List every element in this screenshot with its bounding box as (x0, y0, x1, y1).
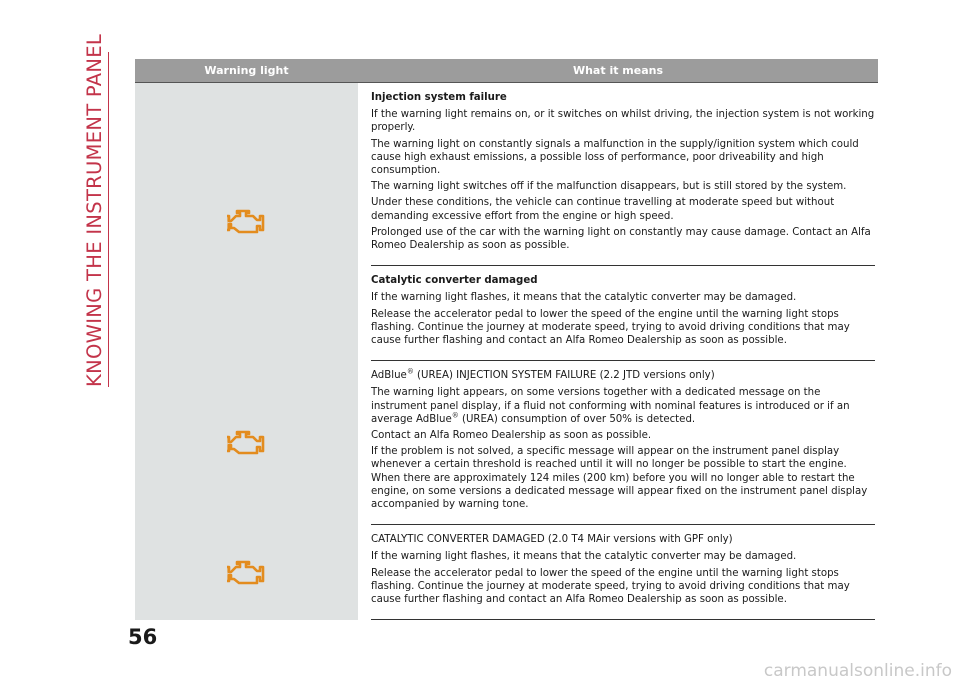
warning-light-table (135, 59, 878, 620)
header-meaning: What it means (572, 64, 664, 77)
block-heading (371, 369, 875, 382)
meaning-cell (358, 361, 878, 525)
block-text: If the warning light flashes, it means that the catalytic converter may be damaged. (371, 292, 797, 304)
block-text (371, 386, 875, 426)
block-title: Injection system failure (371, 92, 507, 103)
warning-light-cell (135, 361, 358, 525)
engine-check-icon (227, 208, 267, 236)
block-text: If the warning light remains on, or it switches on whilst driving, the injection system is not working properly. (371, 109, 875, 134)
block-text: The warning light switches off if the malfunction disappears, but is still stored by the system. (371, 181, 847, 193)
block-text: Release the accelerator pedal to lower the speed of the engine until the warning light stops flashing. Continue the journey at moderate speed, trying to avoid driving conditions that may cause further flashing and contact an Alfa Romeo Dealership as soon as possible. (371, 567, 850, 606)
meaning-cell (358, 525, 878, 620)
table-row (135, 83, 878, 361)
block-text-part: (UREA) consumption of over 50% is detected. (458, 413, 696, 425)
block-text: If the warning light flashes, it means that the catalytic converter may be damaged. (371, 551, 797, 563)
engine-check-icon (227, 559, 267, 587)
meaning-block (371, 361, 875, 525)
table-row (135, 361, 878, 525)
watermark: carmanualsonline.info (763, 661, 952, 681)
block-text: Contact an Alfa Romeo Dealership as soon as possible. (371, 430, 652, 442)
registered-mark: ® (451, 411, 459, 420)
warning-light-cell (135, 525, 358, 620)
block-text: Release the accelerator pedal to lower the speed of the engine until the warning light stops flashing. Continue the journey at moderate speed, trying to avoid driving conditions that may cause further flashing and contact an Alfa Romeo Dealership as soon as possible. (371, 308, 850, 347)
block-text-part: The warning light appears, on some versions together with a dedicated message on the instrument panel display, if a fluid not conforming with nominal features is introduced or if an average AdBlue (371, 387, 850, 425)
block-text: If the problem is not solved, a specific message will appear on the instrument panel display whenever a certain threshold is reached until it will no longer be possible to start the engine. When there are approximately 124 miles (200 km) before you will no longer able to restart the engine, on some versions a dedicated message will appear fixed on the instrument panel display accompanied by warning tone. (371, 446, 868, 511)
block-text: Prolonged use of the car with the warning light on constantly may cause damage. Contact an Alfa Romeo Dealership as soon as possible. (371, 226, 871, 252)
table-row (135, 525, 878, 620)
table-header (135, 59, 878, 83)
registered-mark: ® (406, 367, 414, 376)
block-text: The warning light on constantly signals a malfunction in the supply/ignition system which could cause high exhaust emissions, a possible loss of performance, poor driveability and high consumption. (371, 138, 859, 177)
meaning-block (371, 525, 875, 620)
warning-light-cell (135, 83, 358, 361)
section-rule (108, 52, 109, 387)
block-text: Under these conditions, the vehicle can continue travelling at moderate speed but without demanding excessive effort from the engine or high speed. (371, 197, 835, 222)
block-title: Catalytic converter damaged (371, 275, 538, 287)
engine-check-icon (227, 429, 267, 457)
page-number: 56 (128, 625, 158, 649)
section-title-text: KNOWING THE INSTRUMENT PANEL (83, 33, 106, 387)
section-title (80, 33, 110, 387)
meaning-block (371, 83, 875, 266)
adblue-label: AdBlue (371, 370, 407, 382)
block-heading: CATALYTIC CONVERTER DAMAGED (2.0 T4 MAir versions with GPF only) (371, 534, 733, 546)
meaning-cell (358, 83, 878, 361)
meaning-block (371, 266, 875, 361)
header-warning-light: Warning light (204, 64, 289, 77)
block-heading-rest: (UREA) INJECTION SYSTEM FAILURE (2.2 JTD versions only) (413, 370, 715, 382)
